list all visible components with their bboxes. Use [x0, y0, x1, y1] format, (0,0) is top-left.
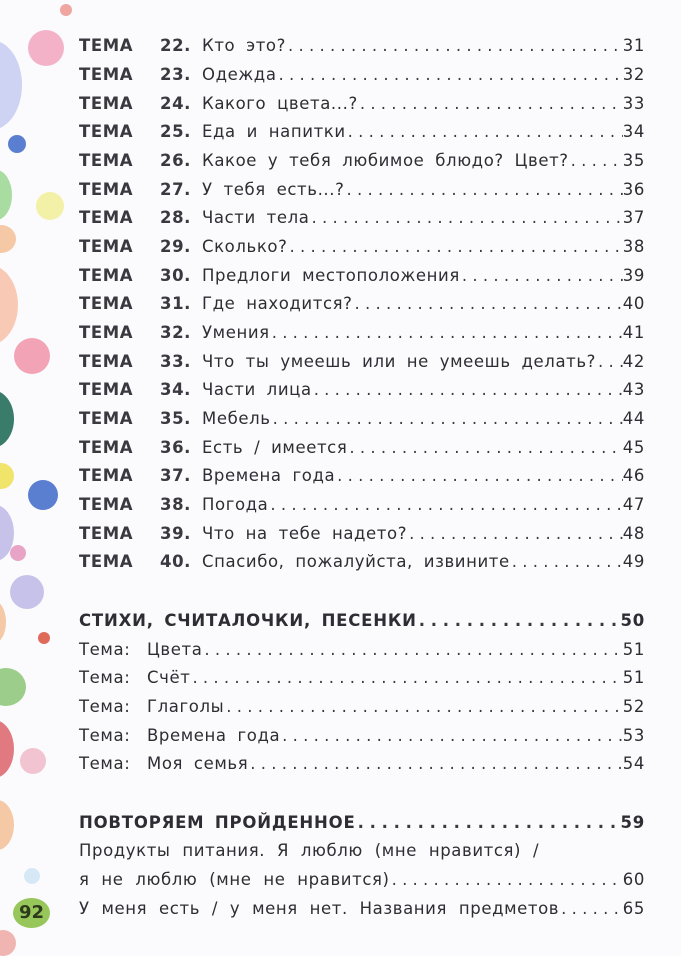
dot-decoration — [24, 868, 40, 884]
topic-number: 35. — [160, 409, 192, 428]
page-ref: 45 — [622, 438, 645, 457]
subentry-title: Цвета — [147, 640, 203, 659]
page-ref: 32 — [622, 65, 645, 84]
page-ref: 47 — [622, 495, 645, 514]
topic-number: 27. — [160, 180, 192, 199]
toc-subentry[interactable] — [79, 754, 645, 780]
dot-decoration — [0, 930, 16, 956]
topic-number: 32. — [160, 323, 192, 342]
dot-decoration — [0, 170, 12, 220]
dot-decoration — [8, 135, 26, 153]
topic-number: 34. — [160, 380, 192, 399]
dot-leader — [569, 151, 623, 170]
toc-entry[interactable] — [79, 65, 645, 91]
dot-leader — [417, 611, 621, 630]
dot-decoration — [0, 600, 6, 644]
page-ref: 37 — [622, 208, 645, 227]
topic-title: Умения — [202, 323, 270, 342]
topic-number: 31. — [160, 294, 192, 313]
topic-number: 26. — [160, 151, 192, 170]
subentry-label: Тема: — [79, 640, 131, 659]
dot-leader — [596, 352, 623, 371]
dot-leader — [335, 466, 623, 485]
topic-title: Что ты умеешь или не умеешь делать? — [202, 352, 597, 371]
topic-number: 36. — [160, 438, 192, 457]
dot-decoration — [14, 338, 50, 374]
dot-leader — [390, 870, 623, 889]
page-ref: 46 — [622, 466, 645, 485]
dot-leader — [353, 294, 623, 313]
toc-entry[interactable] — [79, 409, 645, 435]
dot-leader — [312, 380, 623, 399]
dot-leader — [280, 726, 623, 745]
dot-decoration — [10, 545, 26, 561]
dot-leader — [277, 65, 623, 84]
toc-subentry-line2[interactable] — [79, 870, 645, 896]
page-ref: 59 — [620, 813, 645, 832]
page-ref: 53 — [622, 726, 645, 745]
toc-subentry[interactable] — [79, 726, 645, 752]
topic-number: 37. — [160, 466, 192, 485]
topic-number: 39. — [160, 524, 192, 543]
toc-entry[interactable] — [79, 237, 645, 263]
toc-subentry[interactable] — [79, 668, 645, 694]
topic-title: Кто это? — [202, 36, 286, 55]
subentry-title: я не люблю (мне не нравится) — [79, 870, 390, 889]
topic-title: Еда и напитки — [202, 122, 346, 141]
topic-number: 25. — [160, 122, 192, 141]
topic-title: Предлоги местоположения — [202, 266, 460, 285]
dot-decoration — [0, 668, 26, 706]
topic-keyword: ТЕМА — [79, 495, 134, 514]
dot-leader — [224, 697, 623, 716]
subentry-title: Счёт — [147, 668, 191, 687]
toc-entry[interactable] — [79, 208, 645, 234]
page-ref: 31 — [622, 36, 645, 55]
topic-keyword: ТЕМА — [79, 524, 134, 543]
page-ref: 36 — [622, 180, 645, 199]
page-ref: 43 — [622, 380, 645, 399]
topic-number: 29. — [160, 237, 192, 256]
section-title: ПОВТОРЯЕМ ПРОЙДЕННОЕ — [79, 813, 356, 832]
toc-entry[interactable] — [79, 180, 645, 206]
topic-keyword: ТЕМА — [79, 94, 134, 113]
topic-keyword: ТЕМА — [79, 180, 134, 199]
page-ref: 49 — [622, 552, 645, 571]
dot-leader — [270, 323, 623, 342]
topic-number: 40. — [160, 552, 192, 571]
toc-entry[interactable] — [79, 94, 645, 120]
page-ref: 44 — [622, 409, 645, 428]
topic-keyword: ТЕМА — [79, 36, 134, 55]
dot-leader — [344, 180, 622, 199]
dot-leader — [347, 438, 622, 457]
topic-keyword: ТЕМА — [79, 122, 134, 141]
page-ref: 54 — [622, 754, 645, 773]
topic-title: Есть / имеется — [202, 438, 348, 457]
dot-leader — [190, 668, 622, 687]
dot-leader — [346, 122, 623, 141]
topic-keyword: ТЕМА — [79, 380, 134, 399]
page-ref: 50 — [620, 611, 645, 630]
topic-keyword: ТЕМА — [79, 352, 134, 371]
topic-number: 23. — [160, 65, 192, 84]
topic-keyword: ТЕМА — [79, 65, 134, 84]
dot-leader — [407, 524, 623, 543]
dot-decoration — [0, 390, 14, 448]
page-ref: 42 — [622, 352, 645, 371]
topic-keyword: ТЕМА — [79, 409, 134, 428]
page-ref: 51 — [622, 668, 645, 687]
dot-decoration — [0, 40, 22, 130]
dot-decoration — [28, 30, 64, 66]
dot-decoration — [36, 192, 64, 220]
dot-decoration — [0, 720, 14, 778]
dot-decoration — [20, 748, 46, 774]
toc-subentry[interactable] — [79, 697, 645, 723]
subentry-label: Тема: — [79, 668, 131, 687]
page-ref: 39 — [622, 266, 645, 285]
topic-title: Части тела — [202, 208, 310, 227]
toc-subentry[interactable] — [79, 899, 645, 925]
dot-decoration — [38, 632, 50, 644]
toc-entry[interactable] — [79, 466, 645, 492]
dot-decoration — [0, 505, 14, 561]
dot-leader — [510, 552, 623, 571]
topic-number: 38. — [160, 495, 192, 514]
page-ref: 41 — [622, 323, 645, 342]
toc-entry[interactable] — [79, 323, 645, 349]
topic-keyword: ТЕМА — [79, 266, 134, 285]
topic-number: 30. — [160, 266, 192, 285]
dot-leader — [286, 36, 623, 55]
topic-title: Погода — [202, 495, 269, 514]
page-ref: 65 — [622, 899, 645, 918]
page-ref: 34 — [622, 122, 645, 141]
topic-keyword: ТЕМА — [79, 552, 134, 571]
toc-entry[interactable] — [79, 438, 645, 464]
dot-leader — [268, 495, 622, 514]
topic-keyword: ТЕМА — [79, 151, 134, 170]
topic-keyword: ТЕМА — [79, 323, 134, 342]
section-title: СТИХИ, СЧИТАЛОЧКИ, ПЕСЕНКИ — [79, 611, 417, 630]
toc-subentry[interactable] — [79, 640, 645, 666]
topic-keyword: ТЕМА — [79, 294, 134, 313]
dot-decoration — [0, 265, 18, 345]
topic-number: 24. — [160, 94, 192, 113]
topic-title: Одежда — [202, 65, 277, 84]
dot-decoration — [60, 4, 72, 16]
page-ref: 48 — [622, 524, 645, 543]
toc-entry[interactable] — [79, 36, 645, 62]
dot-leader — [310, 208, 623, 227]
topic-number: 22. — [160, 36, 192, 55]
toc-subentry-line1[interactable] — [79, 841, 645, 867]
subentry-title: Продукты питания. Я люблю (мне нравится) / — [79, 841, 540, 860]
page-ref: 52 — [622, 697, 645, 716]
page-number-badge: 92 — [13, 898, 50, 928]
dot-leader — [356, 813, 621, 832]
topic-title: Спасибо, пожалуйста, извините — [202, 552, 510, 571]
toc-entry[interactable] — [79, 352, 645, 378]
topic-keyword: ТЕМА — [79, 237, 134, 256]
dot-leader — [358, 94, 623, 113]
topic-keyword: ТЕМА — [79, 208, 134, 227]
subentry-title: Моя семья — [147, 754, 249, 773]
subentry-title: Глаголы — [147, 697, 225, 716]
topic-keyword: ТЕМА — [79, 438, 134, 457]
topic-title: Где находится? — [202, 294, 353, 313]
dot-decoration — [0, 225, 16, 253]
topic-title: Что на тебе надето? — [202, 524, 408, 543]
dot-leader — [559, 899, 623, 918]
toc-entry[interactable] — [79, 122, 645, 148]
subentry-title: У меня есть / у меня нет. Названия предметов — [79, 899, 560, 918]
page-ref: 51 — [622, 640, 645, 659]
toc-entry[interactable] — [79, 151, 645, 177]
topic-title: Какое у тебя любимое блюдо? Цвет? — [202, 151, 569, 170]
topic-title: Времена года — [202, 466, 336, 485]
subentry-label: Тема: — [79, 726, 131, 745]
dot-leader — [271, 409, 623, 428]
dot-leader — [460, 266, 623, 285]
page-ref: 35 — [622, 151, 645, 170]
dot-leader — [287, 237, 622, 256]
page-ref: 38 — [622, 237, 645, 256]
topic-title: Какого цвета...? — [202, 94, 358, 113]
dot-decoration — [28, 480, 58, 510]
dot-leader — [202, 640, 622, 659]
page-ref: 60 — [622, 870, 645, 889]
toc-entry[interactable] — [79, 294, 645, 320]
toc-entry[interactable] — [79, 552, 645, 578]
topic-keyword: ТЕМА — [79, 466, 134, 485]
subentry-label: Тема: — [79, 697, 131, 716]
topic-title: Мебель — [202, 409, 271, 428]
topic-title: Сколько? — [202, 237, 288, 256]
dot-decoration — [0, 463, 14, 489]
page-ref: 40 — [622, 294, 645, 313]
dot-leader — [248, 754, 623, 773]
page-ref: 33 — [622, 94, 645, 113]
dot-decoration — [0, 800, 14, 850]
subentry-title: Времена года — [147, 726, 281, 745]
toc-entry[interactable] — [79, 495, 645, 521]
topic-title: Части лица — [202, 380, 312, 399]
section-heading-poems[interactable] — [79, 611, 645, 637]
toc-entry[interactable] — [79, 266, 645, 292]
section-heading-review[interactable] — [79, 813, 645, 839]
topic-title: У тебя есть...? — [202, 180, 345, 199]
subentry-label: Тема: — [79, 754, 131, 773]
toc-entry[interactable] — [79, 380, 645, 406]
toc-entry[interactable] — [79, 524, 645, 550]
dot-decoration — [10, 575, 44, 609]
topic-number: 33. — [160, 352, 192, 371]
topic-number: 28. — [160, 208, 192, 227]
